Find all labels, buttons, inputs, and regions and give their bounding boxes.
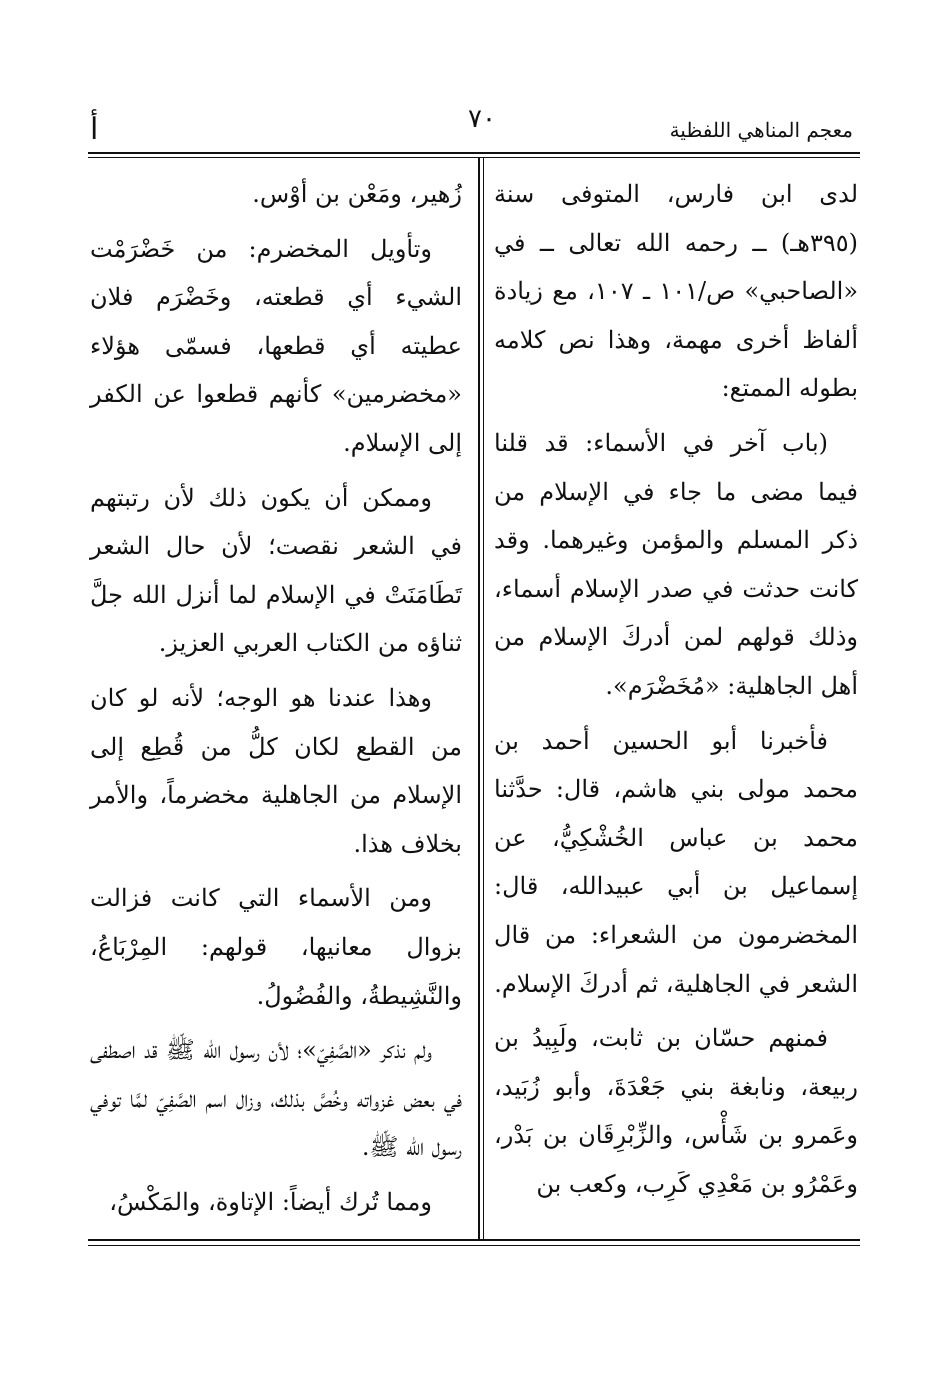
left-column: [90, 170, 462, 1226]
header-rule-thin: [88, 157, 860, 158]
right-column: [494, 170, 858, 1208]
paragraph: وهذا عندنا هو الوجه؛ لأنه لو كان من القطع لكان كلُّ من قُطِع إلى الإسلام من الجاهلية مخضرماً، والأمر بخلاف هذا.: [90, 683, 462, 858]
section-letter: أ: [90, 112, 99, 147]
footer-rule: [88, 1239, 860, 1241]
header-rule: [88, 152, 860, 154]
page-number: ٧٠: [468, 104, 496, 134]
paragraph: ومن الأسماء التي كانت فزالت بزوال معانيها، قولهم: المِرْبَاعُ، والنَّشِيطةُ، والفُضُولُ.: [90, 884, 462, 1010]
paragraph: وتأويل المخضرم: من خَضْرَمْت الشيء أي قطعته، وخَضْرَم فلان عطيته أي قطعها، فسمّى هؤلاء «مخضرمين» كأنهم قطعوا عن الكفر إلى الإسلام.: [90, 234, 462, 457]
paragraph: فأخبرنا أبو الحسين أحمد بن محمد مولى بني هاشم، قال: حدَّثنا محمد بن عباس الخُشْكِيُّ، عن إسماعيل بن أبي عبيدالله، قال: المخضرمون من الشعراء: من قال الشعر في الجاهلية، ثم أدركَ الإسلام.: [494, 726, 858, 998]
footer-rule-thin: [88, 1245, 860, 1246]
paragraph: فمنهم حسّان بن ثابت، ولَبِيدُ بن ربيعة، ونابغة بني جَعْدَةَ، وأبو زُبَيد، وعَمرو بن شَأْس، والزِّبْرِقَان بن بَدْر، وعَمْرُو بن مَعْدِي كَرِب، وكعب بن: [494, 1024, 858, 1198]
paragraph: وممكن أن يكون ذلك لأن رتبتهم في الشعر نقصت؛ لأن حال الشعر تَطَامَنَتْ في الإسلام لما أنزل الله جلَّ ثناؤه من الكتاب العربي العزيز.: [90, 483, 462, 658]
paragraph: لدى ابن فارس، المتوفى سنة (٣٩٥هـ) ــ رحمه الله تعالى ــ في «الصاحبي» ص/١٠١ ـ ١٠٧، مع زيادة ألفاظ أخرى مهمة، وهذا نص كلامه بطوله الممتع:: [494, 180, 859, 403]
column-divider: [478, 157, 480, 1239]
paragraph: ولم نذكر «الصَّفِيّ»؛ لأن رسول الله ﷺ قد اصطفى في بعض غزواته وخُصَّ بذلك، وزال اسم الصَّفِيّ لمَّا توفي رسول الله ﷺ.: [90, 1036, 462, 1162]
paragraph: زُهير، ومَعْن بن أوْس.: [252, 180, 462, 208]
running-title: معجم المناهي اللفظية: [669, 118, 853, 142]
paragraph: ومما تُرك أيضاً: الإتاوة، والمَكْسُ،: [109, 1187, 432, 1216]
column-divider-thin: [483, 157, 484, 1239]
paragraph: (باب آخر في الأسماء: قد قلنا فيما مضى ما جاء في الإسلام من ذكر المسلم والمؤمن وغيرهما. وقد كانت حدثت في صدر الإسلام أسماء، وذلك قولهم لمن أدركَ الإسلام من أهل الجاهلية: «مُخَضْرَم».: [494, 428, 858, 700]
